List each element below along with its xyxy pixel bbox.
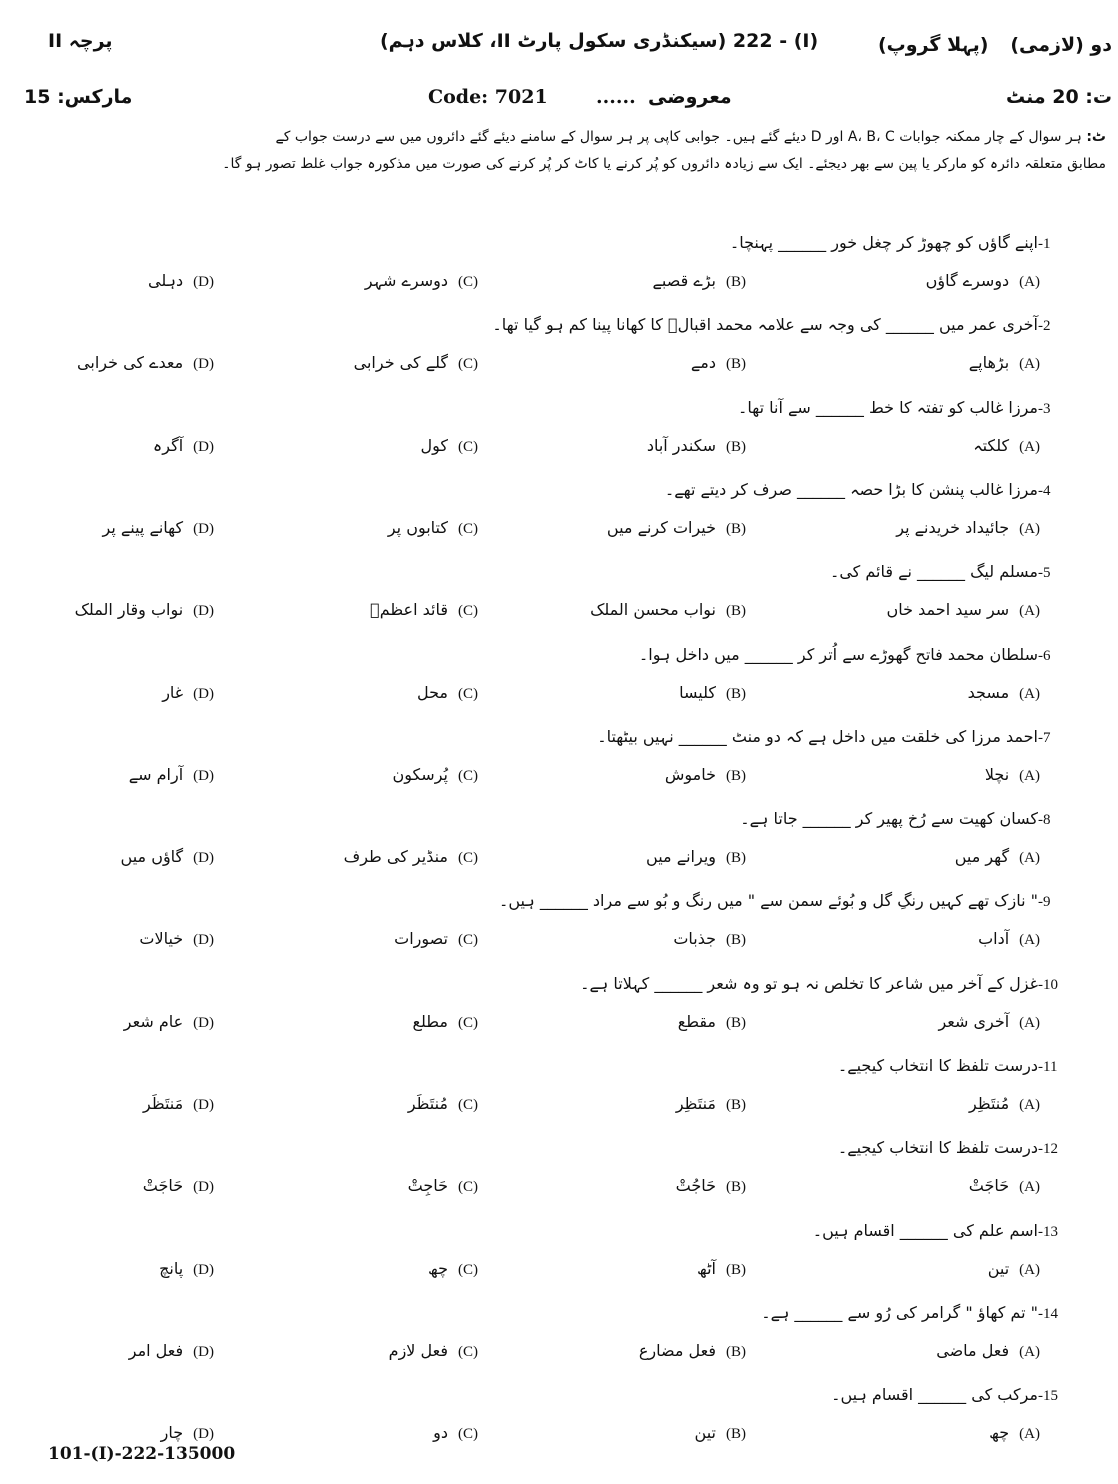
option-letter: (C) bbox=[458, 768, 478, 784]
question-stem: آخری عمر میں ______ کی وجہ سے علامہ محمد اقبالؒ کا کھانا پینا کم ہو گیا تھا۔ bbox=[492, 315, 1038, 334]
option-letter: (D) bbox=[193, 1179, 214, 1195]
option-text: گاؤں میں bbox=[120, 847, 184, 866]
option-text: مسجد bbox=[967, 683, 1010, 702]
option-letter: (B) bbox=[726, 439, 746, 455]
option-a bbox=[969, 1094, 1040, 1118]
question-stem: اسم علم کی ______ اقسام ہیں۔ bbox=[812, 1221, 1038, 1240]
question-1 bbox=[730, 233, 1080, 257]
option-d bbox=[77, 353, 214, 377]
option-text: نواب محسن الملک bbox=[590, 600, 716, 619]
question-stem: کسان کھیت سے رُخ پھیر کر ______ جاتا ہے۔ bbox=[740, 809, 1038, 828]
option-text: تین bbox=[987, 1259, 1010, 1278]
question-2 bbox=[492, 315, 1080, 339]
option-text: دوسرے گاؤں bbox=[925, 271, 1010, 290]
option-a bbox=[985, 765, 1040, 789]
option-letter: (A) bbox=[1019, 1426, 1040, 1442]
group-label: (پہلا گروپ) bbox=[878, 34, 989, 56]
question-14 bbox=[761, 1303, 1080, 1327]
option-letter: (B) bbox=[726, 768, 746, 784]
option-text: مقطع bbox=[677, 1012, 716, 1031]
option-letter: (B) bbox=[726, 603, 746, 619]
option-a bbox=[973, 436, 1040, 460]
option-letter: (A) bbox=[1019, 603, 1040, 619]
option-text: گھر میں bbox=[954, 847, 1010, 866]
option-d bbox=[153, 436, 214, 460]
option-text: آٹھ bbox=[696, 1259, 716, 1278]
option-letter: (A) bbox=[1019, 356, 1040, 372]
question-12 bbox=[838, 1138, 1080, 1162]
option-b bbox=[665, 765, 746, 789]
option-text: مَنتَظِر bbox=[675, 1094, 716, 1113]
option-text: کتابوں پر bbox=[387, 518, 448, 537]
question-5 bbox=[830, 562, 1080, 586]
option-text: خاموش bbox=[664, 765, 716, 784]
option-c bbox=[417, 683, 478, 707]
option-letter: (B) bbox=[726, 1344, 746, 1360]
option-text: پُرسکون bbox=[392, 765, 448, 784]
option-c bbox=[412, 1012, 478, 1036]
marks-label: مارکس: 15 bbox=[24, 86, 133, 108]
question-9 bbox=[499, 891, 1080, 915]
option-d bbox=[103, 518, 214, 542]
option-text: چار bbox=[160, 1423, 184, 1442]
option-c bbox=[420, 436, 478, 460]
option-text: دو bbox=[433, 1423, 448, 1442]
option-c bbox=[392, 765, 478, 789]
option-text: معدے کی خرابی bbox=[77, 353, 184, 372]
question-number: -2 bbox=[1038, 318, 1051, 334]
option-text: ویرانے میں bbox=[646, 847, 716, 866]
option-letter: (C) bbox=[458, 1015, 478, 1031]
option-letter: (A) bbox=[1019, 439, 1040, 455]
option-letter: (A) bbox=[1019, 1262, 1040, 1278]
footer-code: 101-(I)-222-135000 bbox=[48, 1444, 236, 1464]
option-letter: (C) bbox=[458, 1426, 478, 1442]
option-c bbox=[433, 1423, 478, 1447]
option-letter: (B) bbox=[726, 1426, 746, 1442]
option-text: فعل مضارع bbox=[638, 1341, 716, 1360]
option-c bbox=[408, 1094, 478, 1118]
option-d bbox=[162, 683, 214, 707]
option-text: محل bbox=[416, 683, 448, 702]
option-letter: (A) bbox=[1019, 850, 1040, 866]
option-d bbox=[75, 600, 214, 624]
option-letter: (C) bbox=[458, 932, 478, 948]
question-number: -12 bbox=[1038, 1141, 1058, 1157]
option-b bbox=[679, 683, 746, 707]
option-text: چھ bbox=[989, 1423, 1010, 1442]
option-text: خیرات کرنے میں bbox=[606, 518, 716, 537]
option-letter: (B) bbox=[726, 932, 746, 948]
option-text: آداب bbox=[978, 929, 1010, 948]
option-letter: (D) bbox=[193, 686, 214, 702]
paper-type: معروضی bbox=[648, 86, 732, 108]
option-text: نواب وقار الملک bbox=[74, 600, 184, 619]
question-stem: مرکب کی ______ اقسام ہیں۔ bbox=[831, 1385, 1038, 1404]
question-13 bbox=[813, 1221, 1080, 1245]
option-c bbox=[370, 600, 478, 624]
instructions-line-1: ٹ: ہر سوال کے چار ممکنہ جوابات A، B، C اور D دیئے گئے ہیں۔ جوابی کاپی پر ہر سوال کے سامنے دیئے گئے دائروں میں سے درست جواب کے bbox=[275, 129, 1106, 145]
option-letter: (B) bbox=[726, 1015, 746, 1031]
option-c bbox=[388, 518, 478, 542]
option-a bbox=[887, 600, 1040, 624]
option-text: بڑے قصبے bbox=[652, 271, 716, 290]
option-letter: (C) bbox=[458, 439, 478, 455]
option-letter: (B) bbox=[726, 1097, 746, 1113]
option-letter: (D) bbox=[193, 1015, 214, 1031]
option-text: تین bbox=[694, 1423, 716, 1442]
option-letter: (D) bbox=[193, 1262, 214, 1278]
time-label: ت: 20 منٹ bbox=[1005, 86, 1112, 108]
option-text: کول bbox=[420, 436, 448, 455]
option-a bbox=[989, 1423, 1040, 1447]
option-text: فعل امر bbox=[128, 1341, 184, 1360]
question-stem: درست تلفظ کا انتخاب کیجیے۔ bbox=[837, 1138, 1038, 1157]
option-text: فعل ماضی bbox=[936, 1341, 1010, 1360]
option-d bbox=[143, 1094, 214, 1118]
option-text: غار bbox=[162, 683, 184, 702]
option-text: تصورات bbox=[394, 929, 448, 948]
option-d bbox=[159, 1259, 214, 1283]
option-text: جذبات bbox=[673, 929, 716, 948]
option-letter: (A) bbox=[1019, 521, 1040, 537]
option-letter: (A) bbox=[1019, 274, 1040, 290]
option-c bbox=[394, 929, 478, 953]
question-4 bbox=[665, 480, 1080, 504]
option-text: سر سید احمد خاں bbox=[886, 600, 1010, 619]
subject-label: دو (لازمی) bbox=[1010, 34, 1112, 56]
option-letter: (B) bbox=[726, 850, 746, 866]
question-11 bbox=[838, 1056, 1080, 1080]
option-b bbox=[697, 1259, 746, 1283]
question-stem: احمد مرزا کی خلقت میں داخل ہے کہ دو منٹ ______ نہیں بیٹھتا۔ bbox=[597, 727, 1038, 746]
option-text: فعل لازم bbox=[388, 1341, 448, 1360]
question-number: -7 bbox=[1038, 730, 1051, 746]
question-7 bbox=[597, 727, 1080, 751]
option-text: عام شعر bbox=[123, 1012, 184, 1031]
option-c bbox=[408, 1176, 478, 1200]
option-text: بڑھاپے bbox=[968, 353, 1010, 372]
question-number: -3 bbox=[1038, 401, 1051, 417]
question-8 bbox=[740, 809, 1080, 833]
option-letter: (C) bbox=[458, 274, 478, 290]
option-text: مَنتَظَر bbox=[142, 1094, 184, 1113]
option-text: قائد اعظمؒ bbox=[370, 600, 448, 619]
question-number: -15 bbox=[1038, 1388, 1058, 1404]
option-text: حَاجَتْ bbox=[142, 1176, 184, 1195]
option-letter: (B) bbox=[726, 1179, 746, 1195]
option-a bbox=[978, 929, 1040, 953]
question-number: -11 bbox=[1038, 1059, 1058, 1075]
option-letter: (D) bbox=[193, 932, 214, 948]
question-stem: مرزا غالب پنشن کا بڑا حصہ ______ صرف کر دیتے تھے۔ bbox=[664, 480, 1038, 499]
question-number: -13 bbox=[1038, 1224, 1058, 1240]
option-text: خیالات bbox=[139, 929, 184, 948]
option-letter: (A) bbox=[1019, 932, 1040, 948]
option-letter: (D) bbox=[193, 1344, 214, 1360]
option-a bbox=[926, 271, 1040, 295]
question-number: -9 bbox=[1038, 894, 1051, 910]
option-b bbox=[676, 1094, 746, 1118]
option-text: مُنتَظِر bbox=[968, 1094, 1010, 1113]
option-d bbox=[148, 271, 214, 295]
question-number: -4 bbox=[1038, 483, 1051, 499]
option-text: دوسرے شہر bbox=[364, 271, 448, 290]
question-stem: مرزا غالب کو تفتہ کا خط ______ سے آنا تھا۔ bbox=[737, 398, 1038, 417]
option-letter: (D) bbox=[193, 1097, 214, 1113]
option-d bbox=[121, 847, 214, 871]
question-number: -10 bbox=[1038, 977, 1058, 993]
instructions-label: ٹ: bbox=[1086, 129, 1106, 145]
instructions bbox=[24, 124, 1106, 178]
question-stem: مسلم لیگ ______ نے قائم کی۔ bbox=[829, 562, 1038, 581]
option-c bbox=[428, 1259, 478, 1283]
question-number: -5 bbox=[1038, 565, 1051, 581]
question-15 bbox=[831, 1385, 1080, 1409]
paper-label: پرچہ II bbox=[48, 30, 113, 52]
option-letter: (D) bbox=[193, 439, 214, 455]
option-letter: (B) bbox=[726, 356, 746, 372]
option-text: دمے bbox=[690, 353, 716, 372]
option-d bbox=[139, 929, 214, 953]
question-6 bbox=[639, 645, 1080, 669]
question-stem: درست تلفظ کا انتخاب کیجیے۔ bbox=[837, 1056, 1038, 1075]
option-d bbox=[143, 1176, 214, 1200]
option-b bbox=[673, 929, 746, 953]
question-stem: اپنے گاؤں کو چھوڑ کر چغل خور ______ پہنچا۔ bbox=[729, 233, 1038, 252]
option-letter: (C) bbox=[458, 1344, 478, 1360]
option-letter: (C) bbox=[458, 521, 478, 537]
option-text: مُنتَظَر bbox=[407, 1094, 448, 1113]
option-a bbox=[938, 1012, 1040, 1036]
option-text: سکندر آباد bbox=[646, 436, 716, 455]
option-b bbox=[647, 436, 746, 460]
option-text: حَاجِتْ bbox=[407, 1176, 448, 1195]
option-letter: (D) bbox=[193, 850, 214, 866]
option-letter: (A) bbox=[1019, 1015, 1040, 1031]
instructions-line-2: مطابق متعلقہ دائرہ کو مارکر یا پین سے بھر دیجئے۔ ایک سے زیادہ دائروں کو پُر کرنے یا کاٹ کر پُر کرنے کی صورت میں مذکورہ جواب غلط تصور ہو گا۔ bbox=[222, 156, 1106, 172]
question-10 bbox=[580, 974, 1080, 998]
option-text: دہلی bbox=[148, 271, 184, 290]
code-label: Code: 7021 bbox=[428, 86, 548, 108]
option-letter: (D) bbox=[193, 356, 214, 372]
option-letter: (A) bbox=[1019, 768, 1040, 784]
option-a bbox=[988, 1259, 1040, 1283]
option-letter: (A) bbox=[1019, 1097, 1040, 1113]
option-a bbox=[955, 847, 1040, 871]
option-text: آخری شعر bbox=[938, 1012, 1010, 1031]
option-letter: (C) bbox=[458, 1179, 478, 1195]
exam-title: (I) - 222 (سیکنڈری سکول پارٹ II، کلاس دہم) bbox=[380, 30, 819, 52]
option-text: نچلا bbox=[984, 765, 1010, 784]
option-b bbox=[646, 847, 746, 871]
option-text: کلکتہ bbox=[973, 436, 1010, 455]
option-letter: (D) bbox=[193, 603, 214, 619]
option-text: جائیداد خریدنے پر bbox=[896, 518, 1010, 537]
option-letter: (D) bbox=[193, 274, 214, 290]
question-stem: سلطان محمد فاتح گھوڑے سے اُتر کر ______ میں داخل ہوا۔ bbox=[638, 645, 1038, 664]
option-b bbox=[639, 1341, 746, 1365]
option-c bbox=[389, 1341, 478, 1365]
option-text: پانچ bbox=[159, 1259, 184, 1278]
option-a bbox=[969, 1176, 1040, 1200]
option-letter: (A) bbox=[1019, 1344, 1040, 1360]
option-letter: (C) bbox=[458, 1262, 478, 1278]
option-text: چھ bbox=[428, 1259, 448, 1278]
option-letter: (B) bbox=[726, 686, 746, 702]
option-letter: (C) bbox=[458, 850, 478, 866]
option-a bbox=[969, 353, 1040, 377]
option-text: کلیسا bbox=[679, 683, 716, 702]
code-dots: ...... bbox=[596, 86, 636, 108]
question-number: -14 bbox=[1038, 1306, 1058, 1322]
option-letter: (A) bbox=[1019, 1179, 1040, 1195]
question-stem: " نازک تھے کہیں رنگِ گل و بُوئے سمن سے " میں رنگ و بُو سے مراد ______ ہیں۔ bbox=[499, 891, 1038, 910]
option-letter: (B) bbox=[726, 1262, 746, 1278]
option-text: حَاجُتْ bbox=[675, 1176, 716, 1195]
option-d bbox=[124, 1012, 214, 1036]
option-c bbox=[344, 847, 478, 871]
question-stem: " تم کھاؤ " گرامر کی رُو سے ______ ہے۔ bbox=[761, 1303, 1038, 1322]
question-number: -8 bbox=[1038, 812, 1051, 828]
option-text: کھانے پینے پر bbox=[102, 518, 184, 537]
option-text: حَاجَتْ bbox=[968, 1176, 1010, 1195]
option-text: آرام سے bbox=[128, 765, 184, 784]
question-3 bbox=[738, 398, 1080, 422]
option-letter: (B) bbox=[726, 521, 746, 537]
option-d bbox=[129, 765, 214, 789]
option-b bbox=[607, 518, 746, 542]
option-a bbox=[896, 518, 1040, 542]
option-d bbox=[129, 1341, 214, 1365]
question-number: -6 bbox=[1038, 648, 1051, 664]
option-letter: (A) bbox=[1019, 686, 1040, 702]
option-c bbox=[365, 271, 478, 295]
option-a bbox=[968, 683, 1040, 707]
option-c bbox=[354, 353, 478, 377]
option-letter: (C) bbox=[458, 603, 478, 619]
option-b bbox=[691, 353, 746, 377]
option-text: گلے کی خرابی bbox=[353, 353, 448, 372]
option-b bbox=[676, 1176, 746, 1200]
option-letter: (C) bbox=[458, 686, 478, 702]
option-letter: (D) bbox=[193, 768, 214, 784]
question-stem: غزل کے آخر میں شاعر کا تخلص نہ ہو تو وہ شعر ______ کہلاتا ہے۔ bbox=[580, 974, 1038, 993]
option-b bbox=[590, 600, 746, 624]
option-text: مطلع bbox=[412, 1012, 448, 1031]
option-text: آگرہ bbox=[152, 436, 184, 455]
question-number: -1 bbox=[1038, 236, 1051, 252]
option-letter: (C) bbox=[458, 356, 478, 372]
option-letter: (D) bbox=[193, 521, 214, 537]
option-a bbox=[936, 1341, 1040, 1365]
option-letter: (C) bbox=[458, 1097, 478, 1113]
option-text: منڈیر کی طرف bbox=[343, 847, 448, 866]
option-letter: (D) bbox=[193, 1426, 214, 1442]
option-letter: (B) bbox=[726, 274, 746, 290]
option-b bbox=[653, 271, 746, 295]
option-b bbox=[695, 1423, 746, 1447]
option-b bbox=[678, 1012, 746, 1036]
